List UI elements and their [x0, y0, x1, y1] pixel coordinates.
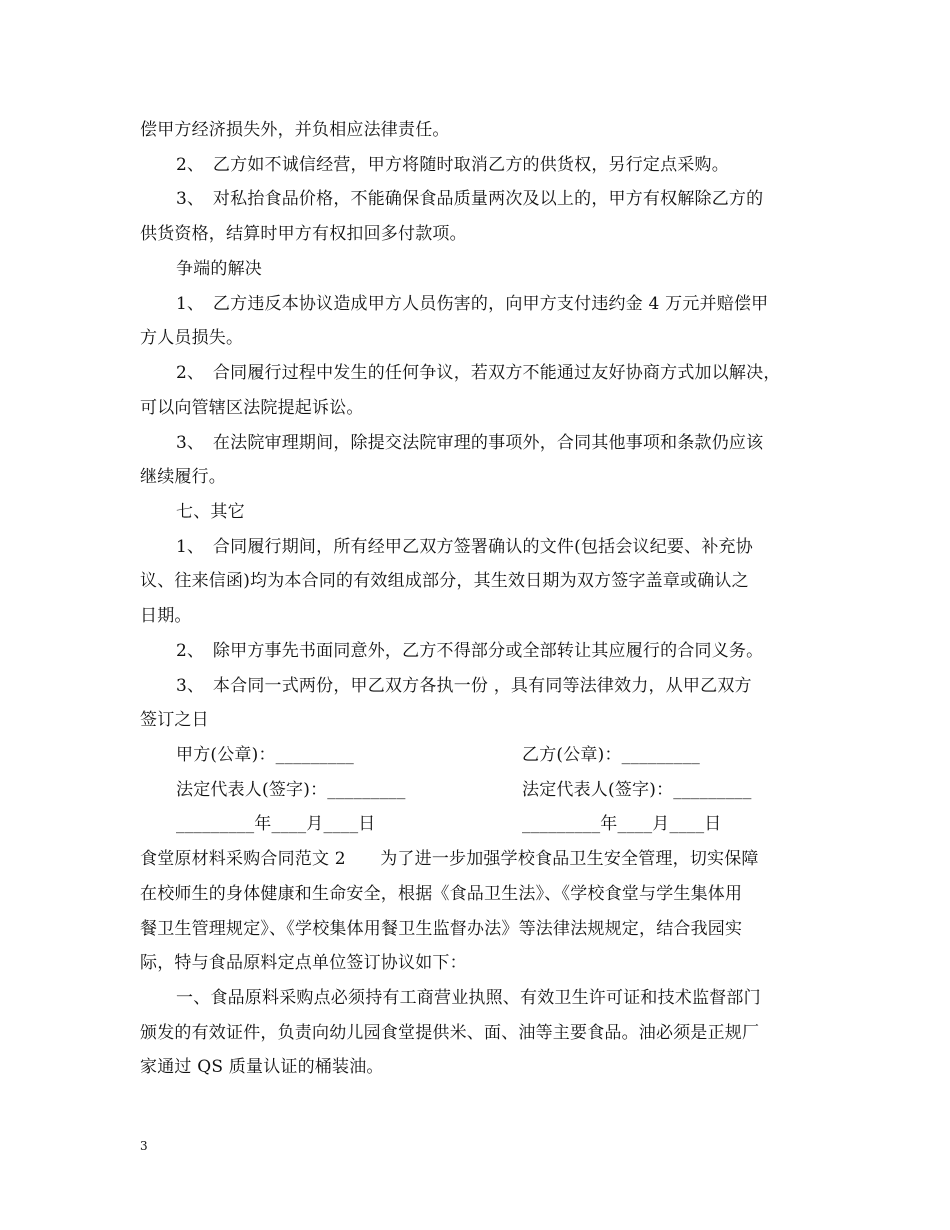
- paragraph-line: 议、往来信函)均为本合同的有效组成部分，其生效日期为双方签字盖章或确认之: [140, 571, 749, 591]
- paragraph-line: 可以向管辖区法院提起诉讼。: [140, 398, 364, 418]
- party-b-representative-field: 法定代表人(签字)：_________: [522, 780, 752, 800]
- dispute-clause-1-line: 1、 乙方违反本协议造成甲方人员伤害的，向甲方支付违约金 4 万元并赔偿甲: [176, 294, 769, 314]
- other-clause-1-line: 1、 合同履行期间，所有经甲乙双方签署确认的文件(包括会议纪要、补充协: [176, 537, 753, 557]
- paragraph-line: 家通过 QS 质量认证的桶装油。: [140, 1057, 384, 1077]
- sample-2-title-line: 食堂原材料采购合同范文 2 为了进一步加强学校食品卫生安全管理，切实保障: [140, 849, 759, 869]
- party-a-representative-field: 法定代表人(签字)：_________: [176, 780, 406, 800]
- paragraph-line: 签订之日: [140, 710, 209, 730]
- other-clause-2-line: 2、 除甲方事先书面同意外，乙方不得部分或全部转让其应履行的合同义务。: [176, 641, 764, 661]
- other-clause-3-line: 3、 本合同一式两份，甲乙双方各执一份 ，具有同等法律效力，从甲乙双方: [176, 676, 752, 696]
- party-b-date-field: _________年____月____日: [522, 814, 722, 834]
- clause-2-line: 2、 乙方如不诚信经营，甲方将随时取消乙方的供货权，另行定点采购。: [176, 155, 729, 175]
- paragraph-line: 继续履行。: [140, 467, 226, 487]
- paragraph-line: 方人员损失。: [140, 328, 244, 348]
- clause-3-line: 3、 对私抬食品价格，不能确保食品质量两次及以上的，甲方有权解除乙方的: [176, 189, 764, 209]
- section-heading-dispute: 争端的解决: [176, 259, 262, 279]
- section-heading-other: 七、其它: [176, 502, 245, 522]
- paragraph-line: 际，特与食品原料定点单位签订协议如下：: [140, 953, 467, 973]
- paragraph-line: 颁发的有效证件，负责向幼儿园食堂提供米、面、油等主要食品。油必须是正规厂: [140, 1023, 760, 1043]
- dispute-clause-2-line: 2、 合同履行过程中发生的任何争议，若双方不能通过友好协商方式加以解决，: [176, 363, 781, 383]
- paragraph-line: 餐卫生管理规定》、《学校集体用餐卫生监督办法》等法律法规规定，结合我园实: [140, 919, 743, 939]
- paragraph-line: 供货资格，结算时甲方有权扣回多付款项。: [140, 224, 467, 244]
- party-a-seal-field: 甲方(公章)：_________: [176, 745, 354, 765]
- dispute-clause-3-line: 3、 在法院审理期间，除提交法院审理的事项外，合同其他事项和条款仍应该: [176, 433, 764, 453]
- page-number: 3: [140, 1139, 148, 1153]
- article-1-line: 一、食品原料采购点必须持有工商营业执照、有效卫生许可证和技术监督部门: [176, 988, 761, 1008]
- party-b-seal-field: 乙方(公章)：_________: [522, 745, 700, 765]
- paragraph-line: 日期。: [140, 606, 192, 626]
- paragraph-line: 偿甲方经济损失外，并负相应法律责任。: [140, 120, 450, 140]
- paragraph-line: 在校师生的身体健康和生命安全，根据《食品卫生法》、《学校食堂与学生集体用: [140, 884, 743, 904]
- party-a-date-field: _________年____月____日: [176, 814, 376, 834]
